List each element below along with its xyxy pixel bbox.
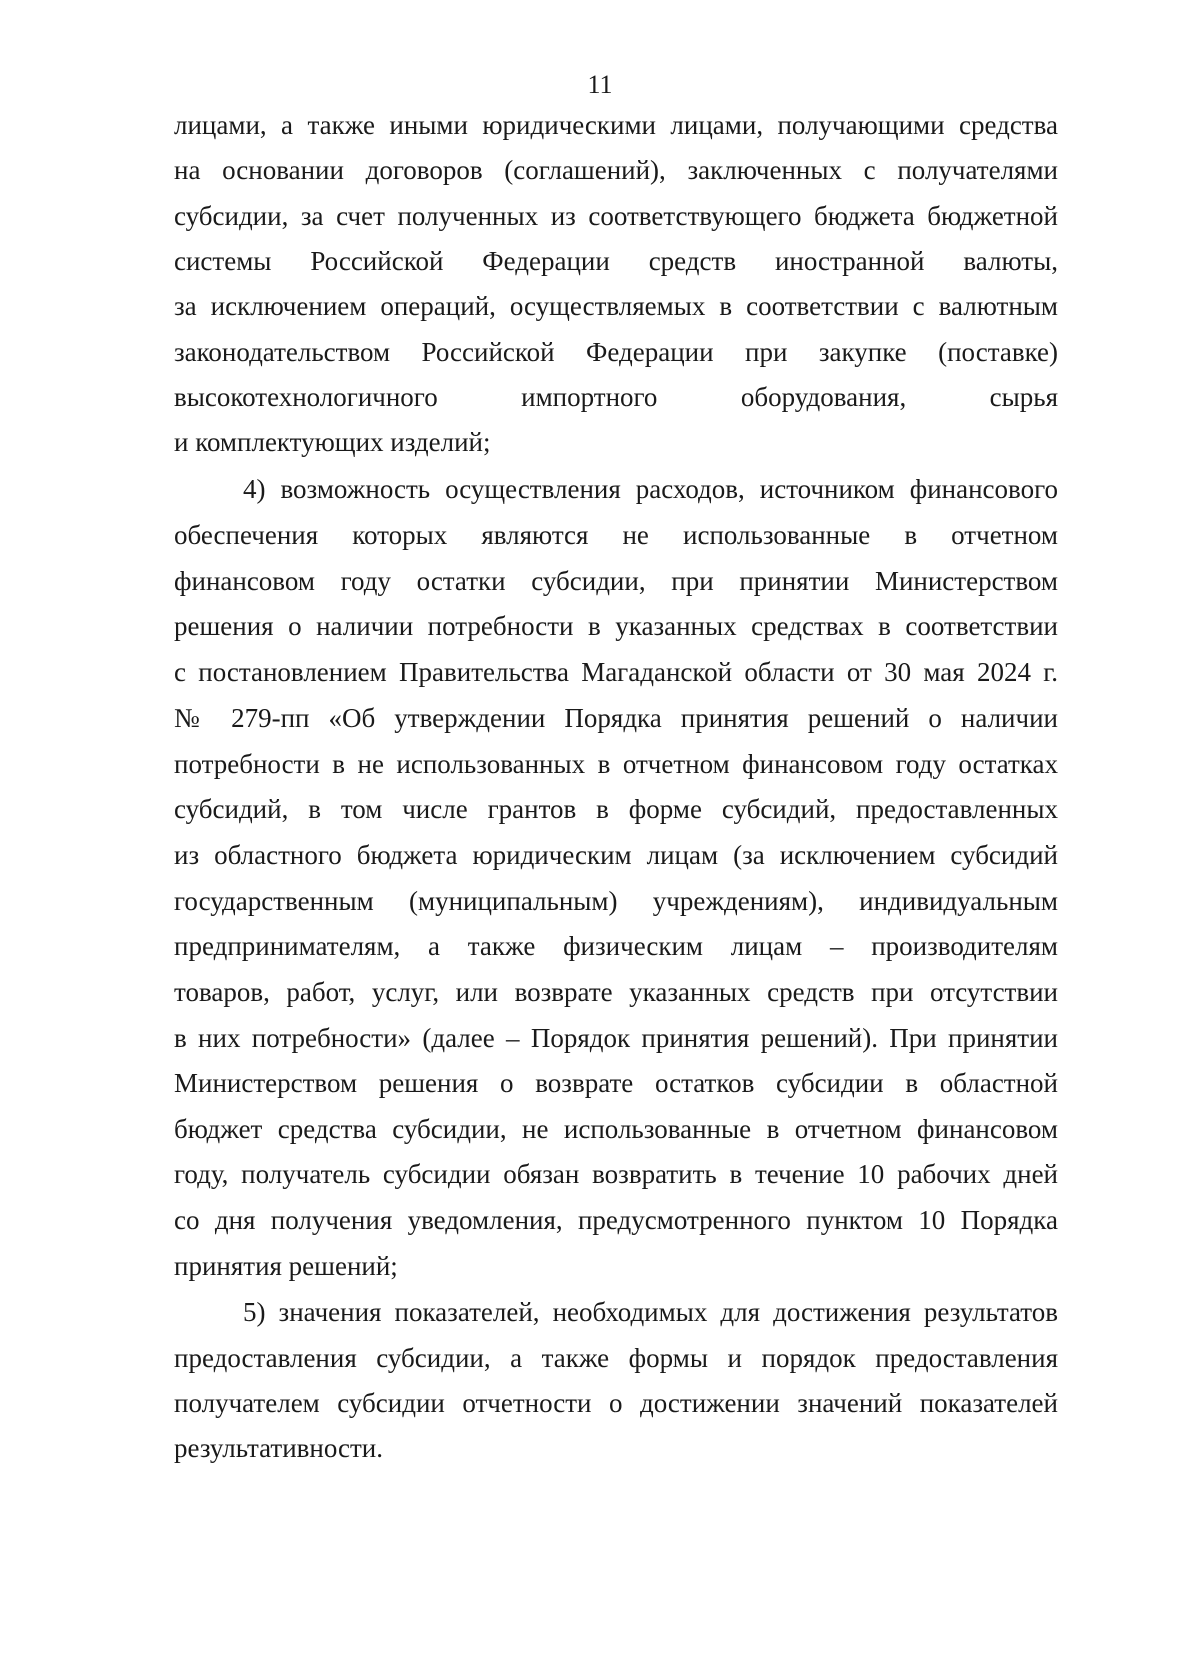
paragraph-line: потребности в не использованных в отчетном финансовом году остатках <box>174 749 1058 779</box>
paragraph-line: предпринимателям, а также физическим лицам – производителям <box>174 931 1058 961</box>
paragraph-line: году, получатель субсидии обязан возвратить в течение 10 рабочих дней <box>174 1159 1058 1189</box>
paragraph-line: решения о наличии потребности в указанных средствах в соответствии <box>174 611 1058 641</box>
paragraph-line: финансовом году остатки субсидии, при принятии Министерством <box>174 566 1058 596</box>
paragraph-line-last: и комплектующих изделий; <box>174 427 491 457</box>
paragraph-line: получателем субсидии отчетности о достижении значений показателей <box>174 1388 1058 1418</box>
paragraph-line: № 279-пп «Об утверждении Порядка принятия решений о наличии <box>174 703 1058 733</box>
paragraph-line: на основании договоров (соглашений), заключенных с получателями <box>174 155 1058 185</box>
paragraph-line: государственным (муниципальным) учреждениям), индивидуальным <box>174 886 1058 916</box>
page-number: 11 <box>587 70 613 99</box>
paragraph-line: субсидии, за счет полученных из соответствующего бюджета бюджетной <box>174 201 1058 231</box>
paragraph-line: обеспечения которых являются не использованные в отчетном <box>174 520 1058 550</box>
paragraph-line: законодательством Российской Федерации при закупке (поставке) <box>174 337 1058 367</box>
paragraph-line: предоставления субсидии, а также формы и порядок предоставления <box>174 1343 1058 1373</box>
paragraph-line: с постановлением Правительства Магаданской области от 30 мая 2024 г. <box>174 657 1058 687</box>
paragraph-line: системы Российской Федерации средств иностранной валюты, <box>174 246 1058 276</box>
paragraph-line-last: результативности. <box>174 1433 383 1463</box>
paragraph-first-line: 4) возможность осуществления расходов, источником финансового <box>243 474 1058 504</box>
paragraph-line: высокотехнологичного импортного оборудования, сырья <box>174 382 1058 412</box>
paragraph-line: товаров, работ, услуг, или возврате указанных средств при отсутствии <box>174 977 1058 1007</box>
paragraph-first-line: 5) значения показателей, необходимых для достижения результатов <box>243 1297 1058 1327</box>
paragraph-line: со дня получения уведомления, предусмотренного пунктом 10 Порядка <box>174 1205 1058 1235</box>
paragraph-line: из областного бюджета юридическим лицам (за исключением субсидий <box>174 840 1058 870</box>
paragraph-line: в них потребности» (далее – Порядок принятия решений). При принятии <box>174 1023 1058 1053</box>
paragraph-line: Министерством решения о возврате остатков субсидии в областной <box>174 1068 1058 1098</box>
paragraph-line: субсидий, в том числе грантов в форме субсидий, предоставленных <box>174 794 1058 824</box>
paragraph-line-last: принятия решений; <box>174 1251 398 1281</box>
paragraph-line: бюджет средства субсидии, не использованные в отчетном финансовом <box>174 1114 1058 1144</box>
paragraph-line: лицами, а также иными юридическими лицами, получающими средства <box>174 110 1058 140</box>
paragraph-line: за исключением операций, осуществляемых в соответствии с валютным <box>174 291 1058 321</box>
